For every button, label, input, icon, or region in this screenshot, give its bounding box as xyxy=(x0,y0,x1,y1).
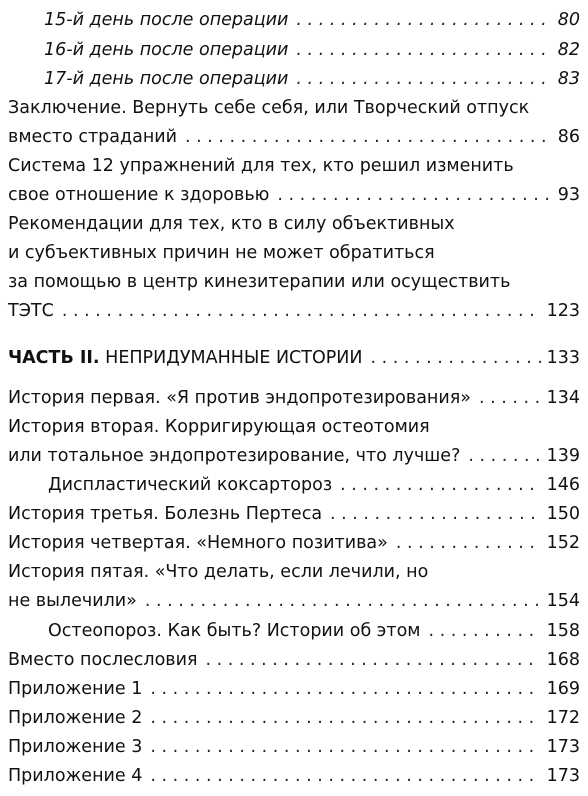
toc-line xyxy=(8,239,580,268)
toc-line xyxy=(44,36,580,65)
leader-dots xyxy=(150,762,540,791)
toc-line xyxy=(8,384,580,413)
toc-line xyxy=(8,500,580,529)
toc-title-text: Приложение 3 xyxy=(8,737,143,757)
leader-dots xyxy=(340,471,540,500)
leader-dots xyxy=(296,6,551,35)
toc-line xyxy=(8,181,580,210)
toc-title-text: История четвертая. «Немного позитива» xyxy=(8,533,388,553)
toc-entry xyxy=(0,6,588,35)
toc-line xyxy=(8,268,580,297)
toc-entry xyxy=(0,617,588,646)
page-number: 123 xyxy=(546,301,580,321)
page-number: 152 xyxy=(546,533,580,553)
toc-line xyxy=(8,442,580,471)
toc-title-text: Приложение 4 xyxy=(8,766,143,786)
leader-dots xyxy=(145,587,541,616)
leader-dots xyxy=(479,384,541,413)
page-number: 173 xyxy=(546,766,580,786)
toc-title-text: свое отношение к здоровью xyxy=(8,185,270,205)
leader-dots xyxy=(468,442,540,471)
toc-title-text: ТЭТС xyxy=(8,301,54,321)
page-number: 83 xyxy=(557,69,580,89)
toc-line xyxy=(44,65,580,94)
toc-title-text: за помощью в центр кинезитерапии или осуществить xyxy=(8,272,511,292)
toc-entry xyxy=(0,500,588,529)
leader-dots xyxy=(370,344,540,373)
toc-entry xyxy=(0,471,588,500)
toc-title-text: Система 12 упражнений для тех, кто решил изменить xyxy=(8,156,514,176)
toc-line xyxy=(44,6,580,35)
toc-line xyxy=(8,152,580,181)
toc-entry xyxy=(0,65,588,94)
page-number: 168 xyxy=(546,650,580,670)
leader-dots xyxy=(296,65,551,94)
leader-dots xyxy=(396,529,541,558)
toc-title-text: Приложение 2 xyxy=(8,708,143,728)
leader-dots xyxy=(185,123,552,152)
page-number: 150 xyxy=(546,504,580,524)
leader-dots xyxy=(62,297,541,326)
toc-line xyxy=(8,529,580,558)
toc-title-text: История третья. Болезнь Пертеса xyxy=(8,504,323,524)
toc-title-text: не вылечили» xyxy=(8,591,137,611)
leader-dots xyxy=(277,181,551,210)
toc-entry xyxy=(0,762,588,791)
page-number: 172 xyxy=(546,708,580,728)
toc-line xyxy=(8,413,580,442)
toc-title-text: Рекомендации для тех, кто в силу объективных xyxy=(8,214,455,234)
toc-entry xyxy=(0,94,588,152)
toc-entry xyxy=(0,675,588,704)
page-number: 86 xyxy=(557,127,580,147)
page-number: 139 xyxy=(546,446,580,466)
toc-line xyxy=(8,94,580,123)
toc-title-text: 17-й день после операции xyxy=(44,69,289,89)
toc-line xyxy=(8,762,580,791)
toc-title-text: 15-й день после операции xyxy=(44,10,289,30)
toc-title-text: Заключение. Вернуть себе себя, или Творческий отпуск xyxy=(8,98,530,118)
toc-title-text: История вторая. Корригирующая остеотомия xyxy=(8,417,430,437)
toc-title-text: 16-й день после операции xyxy=(44,40,289,60)
toc-entry xyxy=(0,704,588,733)
toc-line xyxy=(48,471,580,500)
toc-line xyxy=(8,675,580,704)
toc-entry xyxy=(0,529,588,558)
leader-dots xyxy=(296,36,551,65)
toc-entry xyxy=(0,152,588,210)
leader-dots xyxy=(150,675,540,704)
leader-dots xyxy=(330,500,541,529)
toc-title-text: и субъективных причин не может обратиться xyxy=(8,243,435,263)
leader-dots xyxy=(150,733,540,762)
toc-line xyxy=(8,210,580,239)
toc-line xyxy=(8,297,580,326)
toc-title-text: Вместо послесловия xyxy=(8,650,198,670)
page-number: 134 xyxy=(546,388,580,408)
toc-title-text: Приложение 1 xyxy=(8,679,143,699)
toc-title-text: вместо страданий xyxy=(8,127,178,147)
toc-entry xyxy=(0,36,588,65)
leader-dots xyxy=(150,704,540,733)
toc-entry xyxy=(0,210,588,326)
toc-line xyxy=(8,344,580,373)
toc-line xyxy=(8,704,580,733)
leader-dots xyxy=(429,617,541,646)
page-number: 133 xyxy=(546,348,580,368)
toc-entry xyxy=(0,384,588,413)
toc-line xyxy=(8,587,580,616)
toc-line xyxy=(8,733,580,762)
toc-entry xyxy=(0,558,588,616)
toc-title-text: Остеопороз. Как быть? Истории об этом xyxy=(48,621,421,641)
toc-title-text: История пятая. «Что делать, если лечили, но xyxy=(8,562,429,582)
toc-entry xyxy=(0,646,588,675)
page-number: 173 xyxy=(546,737,580,757)
page-number: 93 xyxy=(557,185,580,205)
leader-dots xyxy=(206,646,541,675)
page-number: 158 xyxy=(546,621,580,641)
page-number: 169 xyxy=(546,679,580,699)
toc-section-heading xyxy=(0,344,588,373)
page-number: 80 xyxy=(557,10,580,30)
toc-title-text: или тотальное эндопротезирование, что лучше? xyxy=(8,446,461,466)
toc-line xyxy=(8,646,580,675)
toc-line xyxy=(48,617,580,646)
page-number: 82 xyxy=(557,40,580,60)
toc-title-text: Диспластический коксартороз xyxy=(48,475,333,495)
toc-title-text: История первая. «Я против эндопротезирования» xyxy=(8,388,471,408)
toc-entry xyxy=(0,733,588,762)
toc-title-text xyxy=(8,344,362,373)
page-number: 154 xyxy=(546,591,580,611)
toc-entry xyxy=(0,413,588,471)
page-number: 146 xyxy=(546,475,580,495)
toc-line xyxy=(8,558,580,587)
section-title: НЕПРИДУМАННЫЕ ИСТОРИИ xyxy=(105,348,363,368)
section-label: ЧАСТЬ II. xyxy=(8,348,100,368)
toc-line xyxy=(8,123,580,152)
